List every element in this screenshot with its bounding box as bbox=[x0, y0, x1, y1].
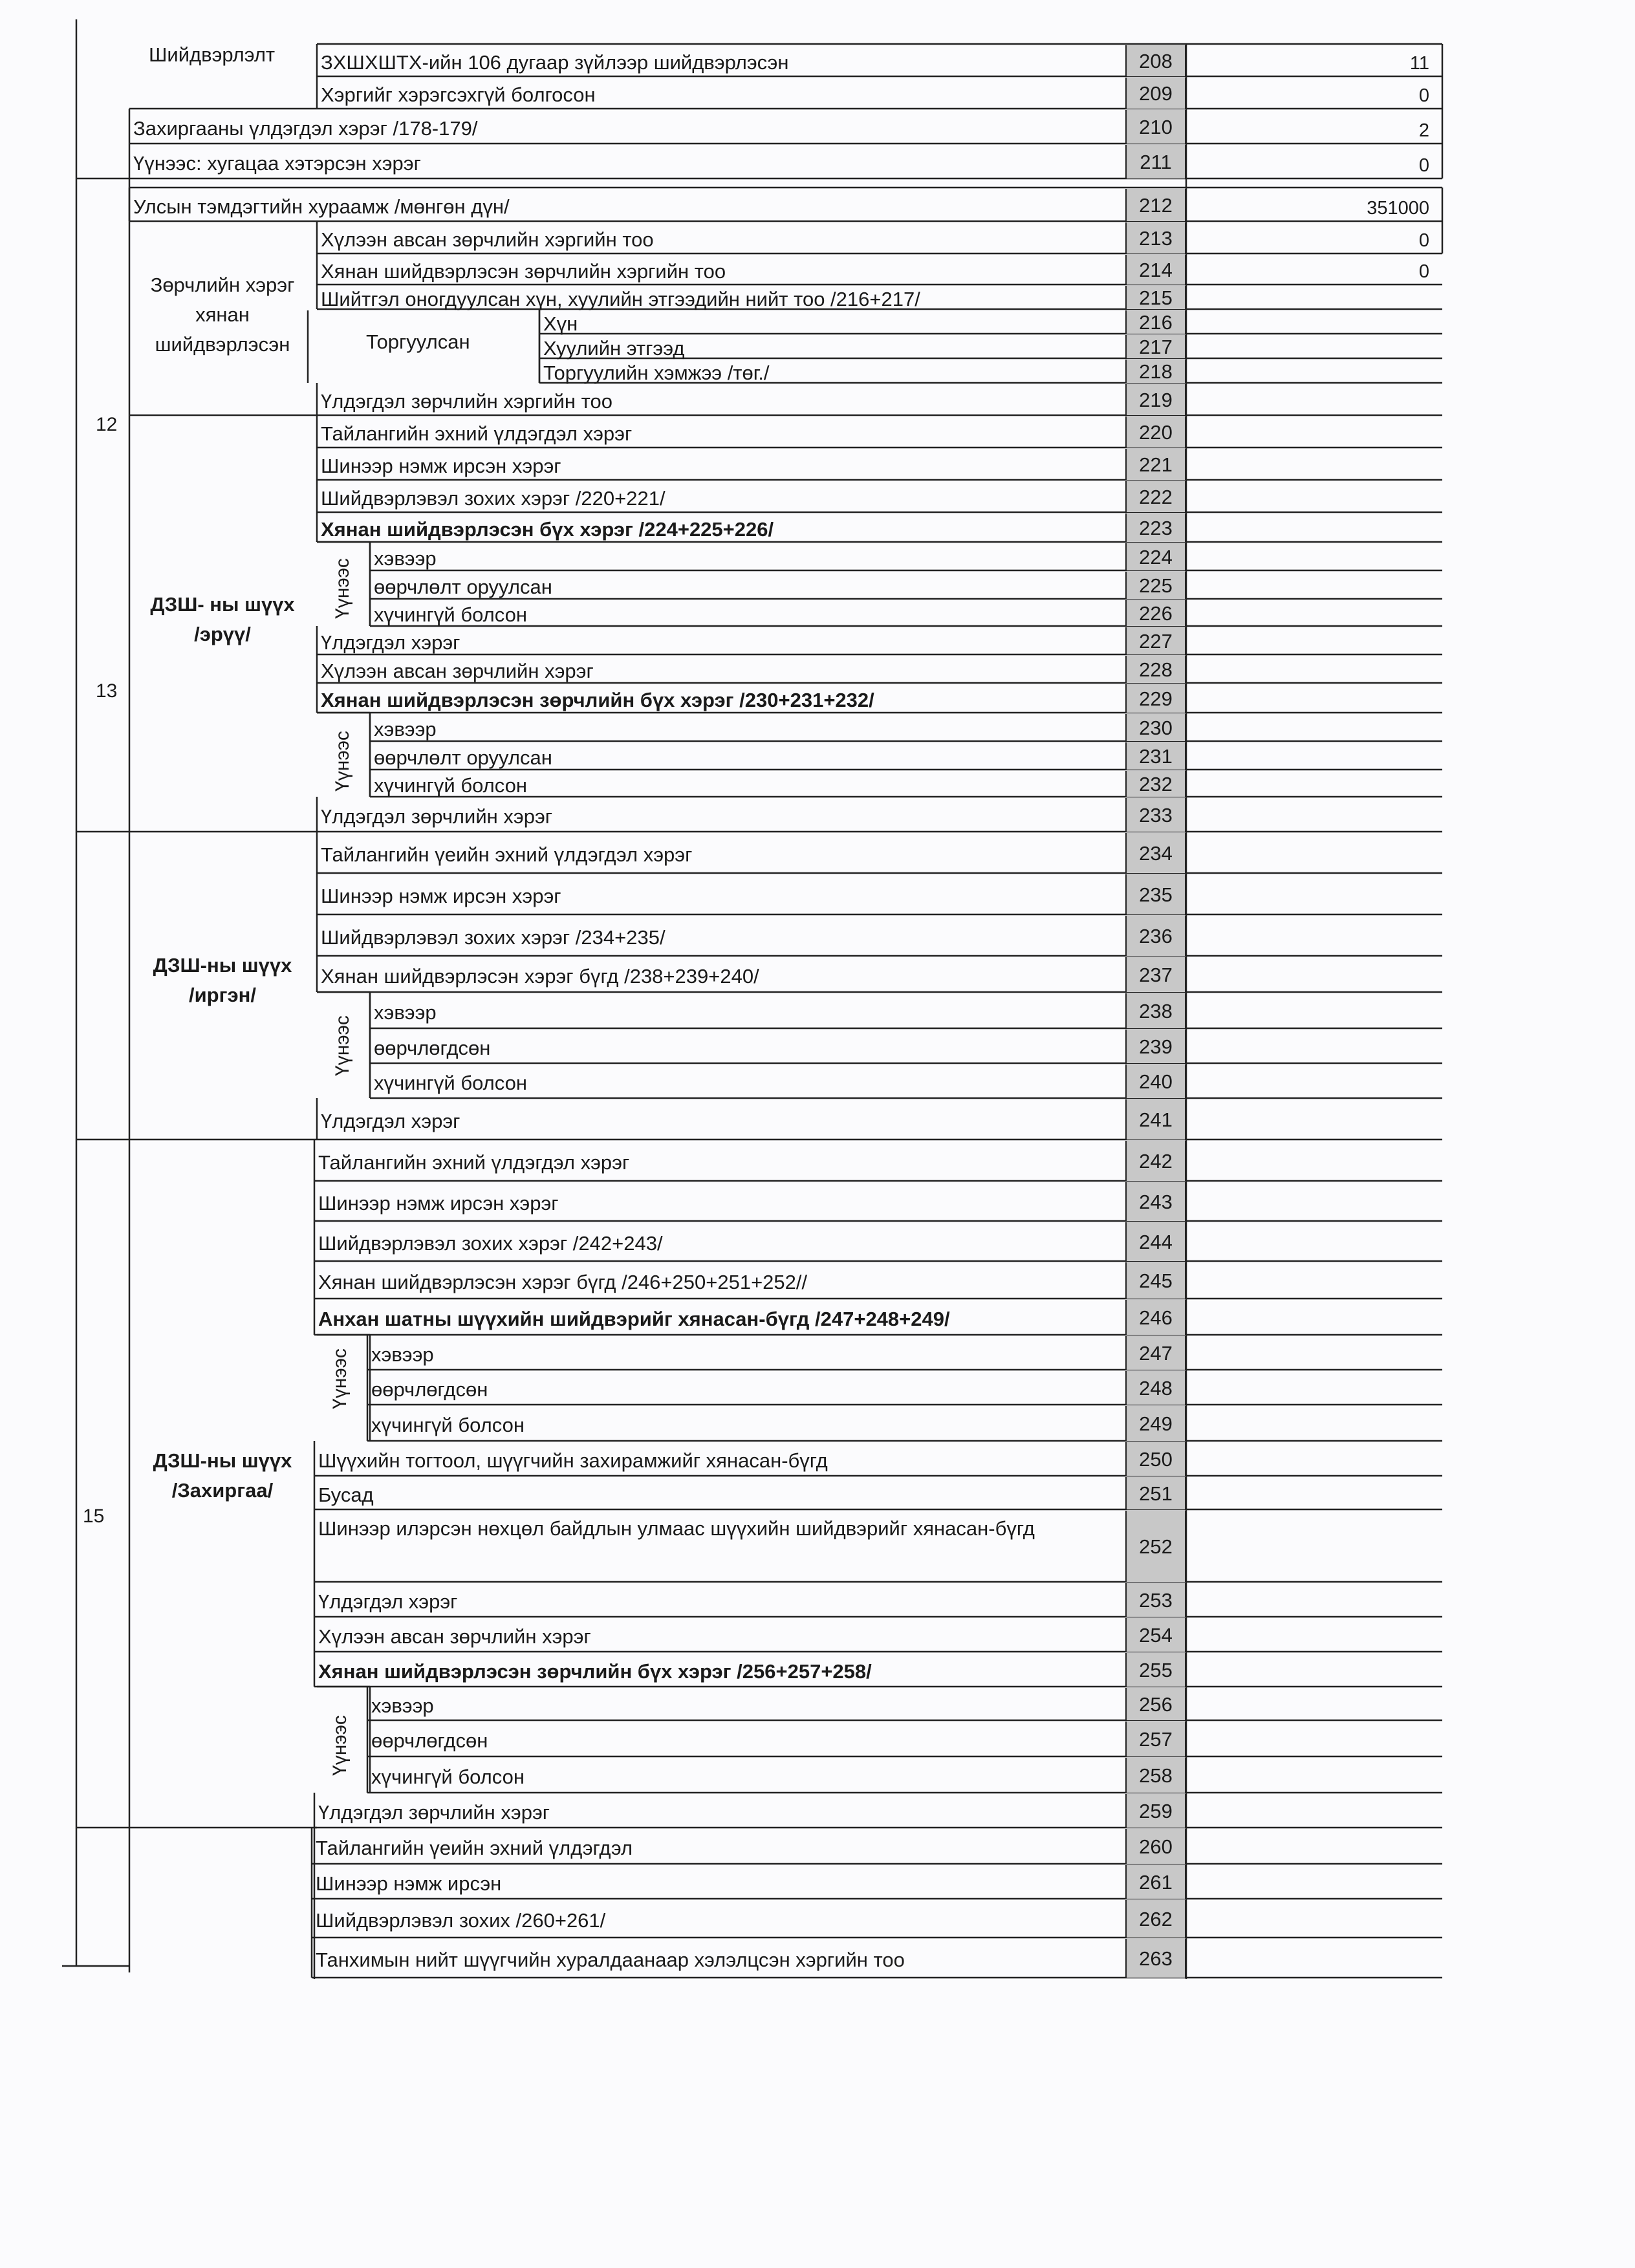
row-label: Анхан шатны шүүхийн шийдвэрийг хянасан-бүгд /247+248+249/ bbox=[318, 1308, 950, 1330]
row-label: Хянан шийдвэрлэсэн бүх хэрэг /224+225+226/ bbox=[321, 518, 774, 541]
row-label: Үлдэгдэл хэрэг bbox=[321, 1110, 460, 1132]
row-value: 0 bbox=[1418, 85, 1429, 106]
row-label: Шийдвэрлэвэл зохих /260+261/ bbox=[316, 1909, 606, 1932]
row-label: Тайлангийн эхний үлдэгдэл хэрэг bbox=[321, 422, 633, 445]
group-label-dsh-zahirgaa-line2: /Захиргаа/ bbox=[171, 1479, 274, 1502]
row-code: 223 bbox=[1125, 513, 1186, 542]
row-code: 252 bbox=[1125, 1511, 1186, 1582]
row-label: Шийдвэрлэвэл зохих хэрэг /220+221/ bbox=[321, 487, 666, 510]
row-label: хүчингүй болсон bbox=[374, 603, 527, 626]
row-label: Хянан шийдвэрлэсэн хэрэг бүгд /238+239+240/ bbox=[321, 965, 759, 988]
row-value: 0 bbox=[1418, 261, 1429, 282]
group-label-dsh-irgen-line2: /иргэн/ bbox=[189, 984, 256, 1006]
group-label-zorchil-line3: шийдвэрлэсэн bbox=[155, 333, 290, 356]
row-code: 214 bbox=[1125, 255, 1186, 285]
group-label-dsh-irgen-line1: ДЗШ-ны шүүх bbox=[153, 954, 292, 977]
row-code: 247 bbox=[1125, 1336, 1186, 1370]
row-code: 219 bbox=[1125, 384, 1186, 415]
row-code: 251 bbox=[1125, 1477, 1186, 1509]
row-label: Хүлээн авсан зөрчлийн хэрэг bbox=[318, 1625, 591, 1648]
row-label: Шинээр илэрсэн нөхцөл байдлын улмаас шүүхийн шийдвэрийг хянасан-бүгд bbox=[318, 1517, 1035, 1540]
row-label: Хүн bbox=[543, 312, 578, 335]
row-code: 222 bbox=[1125, 481, 1186, 512]
row-code: 260 bbox=[1125, 1829, 1186, 1864]
row-code: 232 bbox=[1125, 771, 1186, 797]
row-label: Хүлээн авсан зөрчлийн хэрэг bbox=[321, 660, 594, 682]
row-code: 246 bbox=[1125, 1300, 1186, 1335]
group-label-zorchil-line1: Зөрчлийн хэрэг bbox=[150, 274, 295, 296]
row-value: 0 bbox=[1418, 155, 1429, 176]
row-label: өөрчлөгдсөн bbox=[371, 1378, 488, 1401]
uunees-vertical-label-2: Үүнээс bbox=[332, 731, 353, 792]
row-code: 212 bbox=[1125, 189, 1186, 221]
row-label: хэвээр bbox=[374, 547, 437, 570]
row-label: Шинээр нэмж ирсэн хэрэг bbox=[321, 885, 561, 907]
row-code: 211 bbox=[1125, 145, 1186, 178]
row-code: 259 bbox=[1125, 1794, 1186, 1828]
row-code: 255 bbox=[1125, 1653, 1186, 1687]
row-label: Танхимын нийт шүүгчийн хуралдаанаар хэлэлцсэн хэргийн тоо bbox=[316, 1949, 905, 1971]
row-label: хэвээр bbox=[374, 1001, 437, 1024]
row-code: 254 bbox=[1125, 1618, 1186, 1652]
row-code: 218 bbox=[1125, 360, 1186, 383]
row-label: Шийдвэрлэвэл зохих хэрэг /234+235/ bbox=[321, 926, 666, 949]
row-label: хүчингүй болсон bbox=[371, 1766, 525, 1788]
row-label: хэвээр bbox=[371, 1343, 434, 1366]
row-label: Шүүхийн тогтоол, шүүгчийн захирамжийг хянасан-бүгд bbox=[318, 1449, 828, 1472]
row-code: 240 bbox=[1125, 1064, 1186, 1098]
row-code: 231 bbox=[1125, 742, 1186, 770]
row-label: Шинээр нэмж ирсэн bbox=[316, 1872, 502, 1895]
row-code: 215 bbox=[1125, 286, 1186, 309]
row-label: өөрчлөгдсөн bbox=[374, 1037, 491, 1059]
row-label: хүчингүй болсон bbox=[374, 1072, 527, 1094]
row-code: 258 bbox=[1125, 1758, 1186, 1793]
row-label: Шинээр нэмж ирсэн хэрэг bbox=[321, 455, 561, 477]
group-label-dsh-zahirgaa bbox=[131, 1446, 314, 1506]
row-code: 263 bbox=[1125, 1939, 1186, 1978]
row-label: Хянан шийдвэрлэсэн хэрэг бүгд /246+250+251+252// bbox=[318, 1271, 808, 1293]
row-label: Шийдвэрлэвэл зохих хэрэг /242+243/ bbox=[318, 1232, 663, 1255]
row-label: хүчингүй болсон bbox=[371, 1414, 525, 1436]
row-code: 261 bbox=[1125, 1865, 1186, 1899]
row-code: 224 bbox=[1125, 543, 1186, 570]
row-label: Тайлангийн эхний үлдэгдэл хэрэг bbox=[318, 1151, 630, 1174]
row-code: 221 bbox=[1125, 449, 1186, 480]
row-code: 253 bbox=[1125, 1583, 1186, 1617]
row-code: 229 bbox=[1125, 684, 1186, 713]
row-label: Үлдэгдэл зөрчлийн хэргийн тоо bbox=[321, 390, 612, 413]
row-code: 256 bbox=[1125, 1688, 1186, 1720]
row-code: 249 bbox=[1125, 1406, 1186, 1441]
row-label: Үлдэгдэл хэрэг bbox=[321, 631, 460, 654]
row-code: 226 bbox=[1125, 600, 1186, 626]
uunees-vertical-label-1: Үүнээс bbox=[332, 558, 353, 619]
row-code: 208 bbox=[1125, 45, 1186, 76]
row-label: Тайлангийн үеийн эхний үлдэгдэл хэрэг bbox=[321, 843, 693, 866]
row-code: 234 bbox=[1125, 833, 1186, 873]
row-code: 243 bbox=[1125, 1182, 1186, 1221]
row-code: 241 bbox=[1125, 1099, 1186, 1139]
row-code: 217 bbox=[1125, 335, 1186, 358]
row-value: 0 bbox=[1418, 230, 1429, 251]
row-label: Үлдэгдэл зөрчлийн хэрэг bbox=[318, 1801, 550, 1824]
row-code: 209 bbox=[1125, 78, 1186, 109]
row-label: Хянан шийдвэрлэсэн зөрчлийн хэргийн тоо bbox=[321, 260, 726, 283]
row-code: 237 bbox=[1125, 957, 1186, 992]
row-code: 230 bbox=[1125, 714, 1186, 741]
row-code: 235 bbox=[1125, 874, 1186, 914]
group-label-dsh-zahirgaa-line1: ДЗШ-ны шүүх bbox=[153, 1449, 292, 1472]
row-label: Шинээр нэмж ирсэн хэрэг bbox=[318, 1192, 559, 1215]
row-label: өөрчлөгдсөн bbox=[371, 1729, 488, 1752]
row-label: Хэргийг хэрэгсэхгүй болгосон bbox=[321, 83, 596, 106]
group-label-torguulsan: Торгуулсан bbox=[366, 330, 470, 353]
uunees-vertical-label-4: Үүнээс bbox=[329, 1348, 351, 1409]
section-number-13: 13 bbox=[96, 680, 118, 702]
row-label: Захиргааны үлдэгдэл хэрэг /178-179/ bbox=[133, 117, 478, 140]
row-label: Хянан шийдвэрлэсэн зөрчлийн бүх хэрэг /256+257+258/ bbox=[318, 1660, 872, 1683]
row-code: 213 bbox=[1125, 222, 1186, 254]
row-label: Үлдэгдэл хэрэг bbox=[318, 1590, 458, 1613]
row-code: 262 bbox=[1125, 1900, 1186, 1938]
row-code: 236 bbox=[1125, 916, 1186, 956]
row-code: 239 bbox=[1125, 1030, 1186, 1063]
row-code: 220 bbox=[1125, 416, 1186, 448]
row-code: 216 bbox=[1125, 310, 1186, 334]
row-label: Хүлээн авсан зөрчлийн хэргийн тоо bbox=[321, 228, 654, 251]
group-label-shiidverlelt: Шийдвэрлэлт bbox=[149, 43, 276, 66]
row-label: хүчингүй болсон bbox=[374, 774, 527, 797]
group-label-zorchil-line2: хянан bbox=[195, 303, 250, 326]
section-number-15: 15 bbox=[83, 1506, 105, 1527]
row-label: ЗХШХШТХ-ийн 106 дугаар зүйлээр шийдвэрлэсэн bbox=[321, 51, 789, 74]
uunees-vertical-label-3: Үүнээс bbox=[332, 1015, 353, 1076]
row-code: 233 bbox=[1125, 798, 1186, 832]
row-code: 244 bbox=[1125, 1222, 1186, 1261]
row-label: хэвээр bbox=[371, 1694, 434, 1717]
row-label: Бусад bbox=[318, 1484, 374, 1506]
row-code: 257 bbox=[1125, 1722, 1186, 1756]
row-label: Хуулийн этгээд bbox=[543, 337, 685, 360]
group-label-zorchil bbox=[131, 270, 314, 360]
row-label: өөрчлөлт оруулсан bbox=[374, 576, 552, 598]
row-code: 248 bbox=[1125, 1371, 1186, 1405]
group-label-dsh-eruu-line2: /эрүү/ bbox=[194, 623, 251, 645]
row-label: Үүнээс: хугацаа хэтэрсэн хэрэг bbox=[133, 152, 421, 175]
row-code: 228 bbox=[1125, 656, 1186, 683]
group-label-dsh-eruu-line1: ДЗШ- ны шүүх bbox=[150, 593, 295, 616]
row-code: 245 bbox=[1125, 1262, 1186, 1299]
row-code: 250 bbox=[1125, 1442, 1186, 1476]
row-code: 225 bbox=[1125, 572, 1186, 599]
group-label-dsh-irgen bbox=[131, 951, 314, 1010]
row-value: 2 bbox=[1418, 120, 1429, 141]
row-code: 238 bbox=[1125, 993, 1186, 1028]
row-label: Улсын тэмдэгтийн хураамж /мөнгөн дүн/ bbox=[133, 195, 510, 218]
row-code: 210 bbox=[1125, 110, 1186, 144]
group-label-dsh-eruu bbox=[131, 590, 314, 649]
row-label: Үлдэгдэл зөрчлийн хэрэг bbox=[321, 805, 553, 828]
row-label: Шийтгэл оногдуулсан хүн, хуулийн этгээдийн нийт тоо /216+217/ bbox=[321, 288, 920, 310]
row-code: 227 bbox=[1125, 627, 1186, 654]
row-code: 242 bbox=[1125, 1141, 1186, 1181]
uunees-vertical-label-5: Үүнээс bbox=[329, 1715, 351, 1776]
row-label: хэвээр bbox=[374, 718, 437, 740]
row-label: Хянан шийдвэрлэсэн зөрчлийн бүх хэрэг /230+231+232/ bbox=[321, 689, 874, 711]
row-value: 11 bbox=[1409, 53, 1429, 74]
row-value: 351000 bbox=[1367, 198, 1429, 219]
row-label: өөрчлөлт оруулсан bbox=[374, 746, 552, 769]
row-label: Тайлангийн үеийн эхний үлдэгдэл bbox=[316, 1837, 633, 1859]
section-number-12: 12 bbox=[96, 414, 118, 435]
row-label: Торгуулийн хэмжээ /төг./ bbox=[543, 362, 770, 384]
